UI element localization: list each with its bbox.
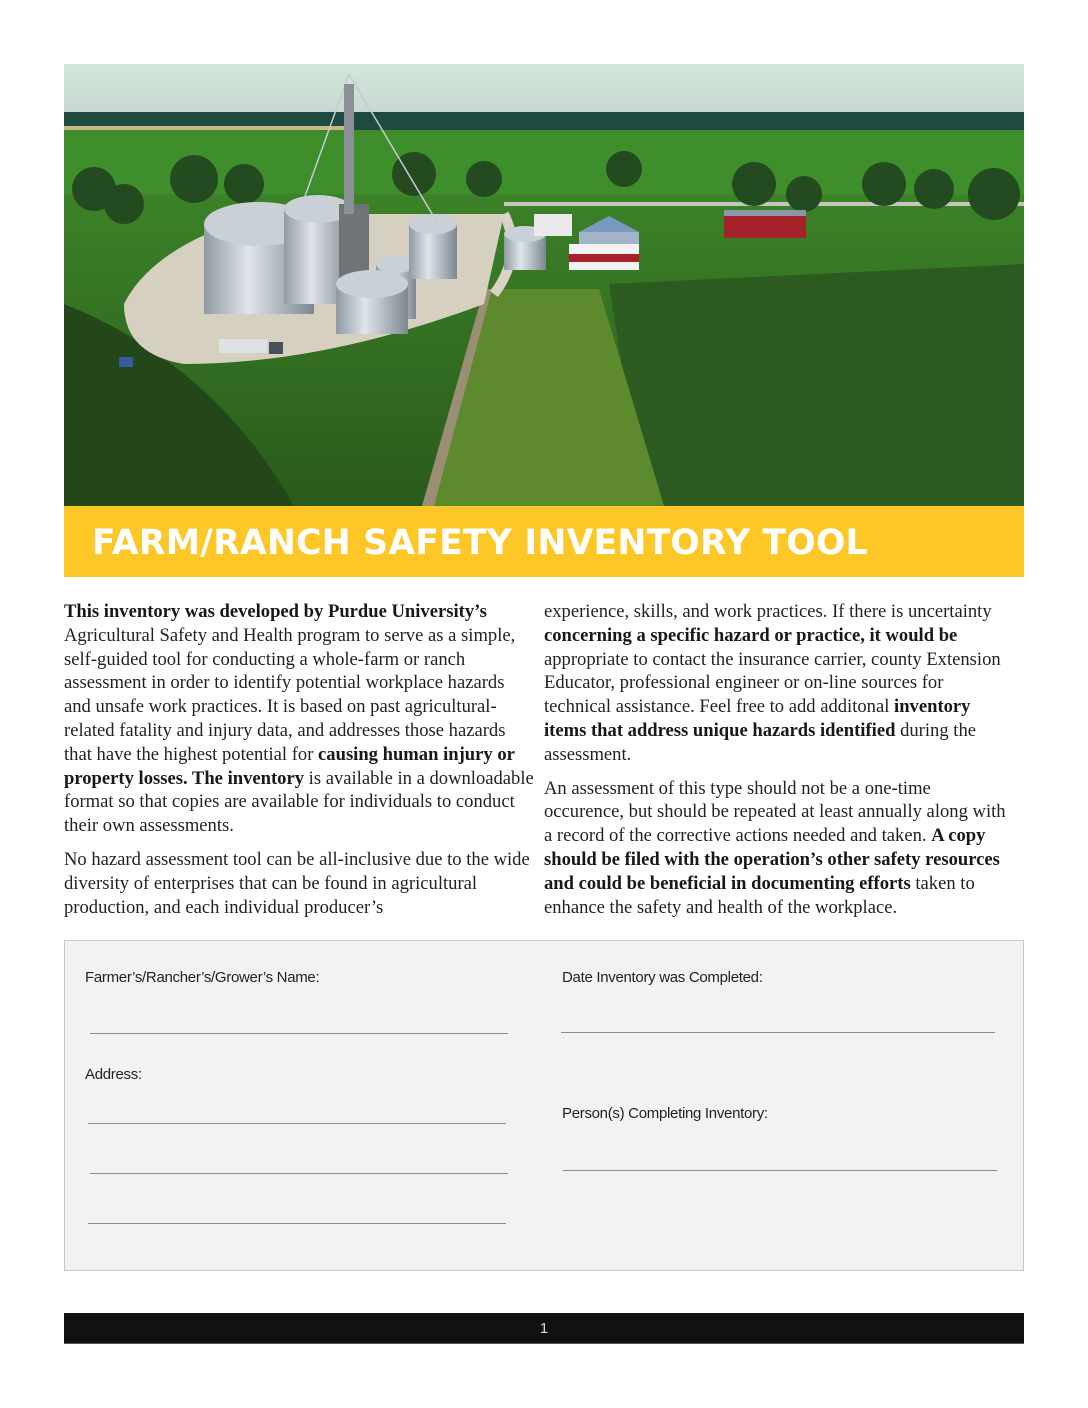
address-line-2[interactable] bbox=[90, 1173, 508, 1174]
date-label: Date Inventory was Completed: bbox=[562, 969, 763, 986]
body-text: An assessment of this type should not be a one-time occurence, but should be repeated at least annually along with a record of the corrective actions needed and taken. bbox=[544, 777, 1006, 847]
bold-text: concerning a specific hazard or practice, it would be bbox=[544, 624, 958, 646]
intro-paragraph-1 bbox=[64, 600, 534, 838]
farm-aerial-image bbox=[64, 64, 1024, 506]
body-text: during the assessment. bbox=[544, 719, 976, 765]
persons-label: Person(s) Completing Inventory: bbox=[562, 1105, 768, 1122]
page-number: 1 bbox=[539, 1319, 549, 1337]
page-title: FARM/RANCH SAFETY INVENTORY TOOL bbox=[92, 522, 868, 563]
bold-text: This inventory was developed by Purdue University’s bbox=[64, 601, 487, 622]
body-text: Agricultural Safety and Health program to serve as a simple, self-guided tool for conducting a whole-farm or ranch assessment in order to identify potential workplace hazards and unsafe work practices. It is based on past agricultural-related fatality and injury data, and addresses those hazards that have the highest potential for bbox=[64, 624, 516, 765]
intro-right-column bbox=[544, 600, 1014, 929]
name-label: Farmer’s/Rancher’s/Grower’s Name: bbox=[85, 969, 320, 986]
address-line-1[interactable] bbox=[88, 1123, 506, 1124]
body-text: taken to enhance the safety and health of the workplace. bbox=[544, 872, 975, 918]
body-text: No hazard assessment tool can be all-inclusive due to the wide diversity of enterprises that can be found in agricultural production, and each individual producer’s bbox=[64, 848, 530, 918]
footer-bar bbox=[64, 1313, 1024, 1344]
bold-text: causing human injury or property losses. The inventory bbox=[64, 743, 515, 789]
bold-text: A copy should be filed with the operation’s other safety resources and could be beneficial in documenting efforts bbox=[544, 825, 1000, 894]
intro-paragraph-3 bbox=[544, 600, 1014, 767]
title-banner bbox=[64, 506, 1024, 577]
address-label: Address: bbox=[85, 1066, 142, 1083]
intro-left-column bbox=[64, 600, 534, 929]
bold-text: inventory items that address unique hazards identified bbox=[544, 696, 971, 741]
body-text: appropriate to contact the insurance carrier, county Extension Educator, professional engineer or on-line sources for technical assistance. Feel free to add additonal bbox=[544, 648, 1001, 718]
intro-paragraph-4 bbox=[544, 777, 1014, 920]
body-text: experience, skills, and work practices. If there is uncertainty bbox=[544, 601, 992, 622]
inventory-info-form bbox=[64, 940, 1024, 1271]
name-field-line[interactable] bbox=[90, 1033, 508, 1034]
address-line-3[interactable] bbox=[88, 1223, 506, 1224]
persons-field-line[interactable] bbox=[563, 1170, 997, 1171]
body-text: is available in a downloadable format so that copies are available for individuals to conduct their own assessments. bbox=[64, 767, 534, 837]
hero-farm-photo bbox=[64, 64, 1024, 506]
intro-paragraph-2 bbox=[64, 848, 534, 919]
date-field-line[interactable] bbox=[561, 1032, 995, 1033]
